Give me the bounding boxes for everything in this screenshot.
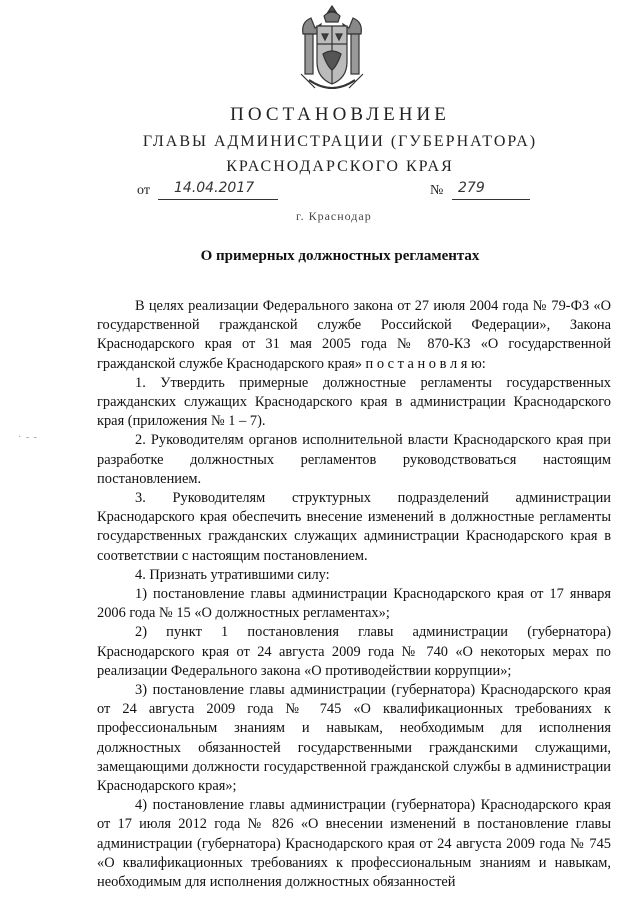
date-prefix: от <box>137 183 150 198</box>
document-title: О примерных должностных регламентах <box>200 248 480 264</box>
handwritten-date: 14.04.2017 <box>174 180 255 196</box>
paragraph-item-4: 4. Признать утратившими силу: <box>135 566 330 583</box>
date-underline <box>158 199 278 200</box>
paragraph-item-2: 2. Руководителям органов исполнительной власти Краснодарского края при разработке должностных регламентов руководствоваться настоящим постановлением. <box>97 432 611 487</box>
number-prefix: № <box>430 183 444 198</box>
paragraph-item-1: 1. Утвердить примерные должностные регламенты государственных гражданских служащих Краснодарского края в администрации Краснодарского края (приложения № 1 – 7). <box>97 374 611 430</box>
paragraph-preamble: В целях реализации Федерального закона от 27 июля 2004 года № 79-ФЗ «О государственной гражданской службе Российской Федерации», Закона Краснодарского края от 31 мая 2005 года № 870-КЗ «О государственной гражданской службе Краснодарского края» п о с т а н о в л я ю: <box>97 298 611 372</box>
issuing-authority-heading: ГЛАВЫ АДМИНИСТРАЦИИ (ГУБЕРНАТОРА) <box>142 133 538 150</box>
number-underline <box>452 199 530 200</box>
paragraph-subitem-1: 1) постановление главы администрации Краснодарского края от 17 января 2006 года № 15 «О должностных регламентах»; <box>97 586 611 622</box>
handwritten-number: 279 <box>458 180 485 196</box>
city-label: г. Краснодар <box>296 209 372 223</box>
coat-of-arms-emblem <box>297 4 367 96</box>
margin-mark: · - - <box>18 432 38 443</box>
paragraph-subitem-2: 2) пункт 1 постановления главы администрации (губернатора) Краснодарского края от 24 августа 2009 года № 740 «О некоторых мерах по реализации Федерального закона «О противодействии коррупции»; <box>97 624 611 679</box>
document-body <box>97 297 611 892</box>
paragraph-subitem-4: 4) постановление главы администрации (губернатора) Краснодарского края от 17 июля 2012 года № 826 «О внесении изменений в постановление главы администрации (губернатора) Краснодарского края от 24 августа 2009 года № 745 «О квалификационных требованиях к профессиональным знаниям и навыкам, необходимым для исполнения должностных обязанностей <box>97 797 611 891</box>
paragraph-subitem-3: 3) постановление главы администрации (губернатора) Краснодарского края от 24 августа 2009 года № 745 «О квалификационных требованиях к профессиональным знаниям и навыкам, необходимым для исполнения должностных обязанностей государственными гражданскими служащими, замещающими должности государственной гражданской службы в администрации Краснодарского края»; <box>97 682 611 795</box>
document-type-heading: ПОСТАНОВЛЕНИЕ <box>230 104 450 125</box>
region-heading: КРАСНОДАРСКОГО КРАЯ <box>226 158 454 175</box>
paragraph-item-3: 3. Руководителям структурных подразделений администрации Краснодарского края обеспечить внесение изменений в должностные регламенты государственных гражданских служащих администрации Краснодарского края в соответствии с настоящим постановлением. <box>97 490 611 564</box>
